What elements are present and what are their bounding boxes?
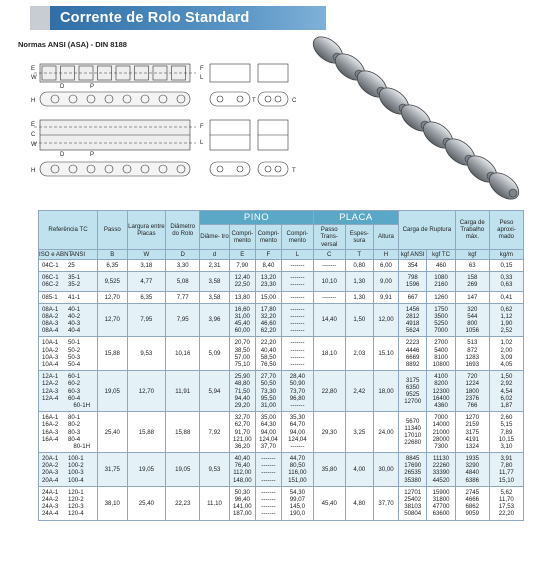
header-c-sym: C (313, 249, 345, 259)
cell-passo: 12,70 (98, 303, 128, 337)
cell-altura: 12,00 (373, 303, 398, 337)
cell-carga-trabalho: 320 544 800 1056 (455, 303, 489, 337)
cell-altura: 30,00 (373, 453, 398, 487)
cell-reference: 08A-1 40-1 08A-2 40-2 08A-3 40-3 08A-4 40-4 (39, 303, 98, 337)
dim-label: F (200, 124, 204, 130)
header-carga: Carga de Ruptura (398, 211, 455, 250)
cell-diametro-pino: 3,58 (200, 272, 230, 291)
cell-espessura: 1,50 (345, 303, 373, 337)
cell-carga-tc: 2700 5400 8100 10800 (427, 337, 455, 371)
cell-peso: 0,41 (489, 291, 523, 303)
header-diam-pino: Diâme- tro (200, 225, 230, 250)
header-largura-sym: W (127, 249, 166, 259)
cell-comprimento-e: 40,40 76,40 112,00 148,00 (229, 453, 255, 487)
header-t-sym: T (345, 249, 373, 259)
chain-spec-body (39, 259, 524, 520)
cell-carga-tc: 460 (427, 259, 455, 271)
chain-pin (509, 189, 517, 197)
header-f-sym: F (255, 249, 281, 259)
cell-espessura: 3,25 (345, 412, 373, 453)
header-carga-trabalho: Carga de Trabalho máx. (455, 211, 489, 250)
cell-diametro-pino: 5,09 (200, 337, 230, 371)
cell-diametro-rolo: 11,91 (166, 371, 200, 412)
header-placa: PLACA (313, 211, 398, 225)
cell-diametro-pino: 3,96 (200, 303, 230, 337)
chain-spec-table-wrap (38, 210, 524, 521)
header-comp-e: Compri- mento (229, 225, 255, 250)
header-diametro-rolo: Diâmetro do Rolo (166, 211, 200, 250)
header-h-sym: H (373, 249, 398, 259)
cell-largura: 7,95 (127, 303, 166, 337)
header-espessura: Espes- sura (345, 225, 373, 250)
cell-comprimento-l: 28,40 50,90 73,70 96,80 ------- (281, 371, 313, 412)
cell-reference: 20A-1 100-1 20A-2 100-2 20A-3 100-3 20A-4 100-4 (39, 453, 98, 487)
cell-passo: 6,35 (98, 259, 128, 271)
table-row (39, 371, 524, 412)
cell-reference: 24A-1 120-1 24A-2 120-2 24A-3 120-3 24A-4 120-4 (39, 486, 98, 520)
cell-passo: 25,40 (98, 412, 128, 453)
cell-largura: 9,53 (127, 337, 166, 371)
header-e-sym: E (229, 249, 255, 259)
cell-diametro-pino: 5,94 (200, 371, 230, 412)
cell-diametro-rolo: 15,88 (166, 412, 200, 453)
cell-diametro-pino: 9,53 (200, 453, 230, 487)
cell-carga-ansi: 354 (398, 259, 426, 271)
table-row (39, 259, 524, 271)
dim-label: C (31, 132, 36, 138)
cell-peso: 1,02 2,00 3,09 4,05 (489, 337, 523, 371)
header-kgm: kg/m (489, 249, 523, 259)
cell-carga-ansi: 798 1596 (398, 272, 426, 291)
cell-espessura: 2,03 (345, 337, 373, 371)
cell-diametro-rolo: 3,30 (166, 259, 200, 271)
cell-carga-tc: 4100 8200 12300 16400 4360 (427, 371, 455, 412)
page-title: Corrente de Rolo Standard (60, 10, 250, 26)
header-passo-trans: Passo Trans- versal (313, 225, 345, 250)
cell-comprimento-e: 7,90 (229, 259, 255, 271)
cell-diametro-rolo: 7,77 (166, 291, 200, 303)
cell-largura: 25,40 (127, 486, 166, 520)
cell-carga-ansi: 667 (398, 291, 426, 303)
dim-label: E (31, 66, 36, 72)
dim-label: F (200, 66, 204, 72)
cell-carga-tc: 1750 3500 5250 7000 (427, 303, 455, 337)
cell-largura: 15,88 (127, 412, 166, 453)
cell-comprimento-l: ------- ------- ------- ------- (281, 337, 313, 371)
cell-peso: 1,50 2,92 4,54 6,02 1,87 (489, 371, 523, 412)
cell-reference: 16A-1 80-1 16A-2 80-2 16A-3 80-3 16A-4 80-4 80-1H (39, 412, 98, 453)
cell-peso: 2,60 5,15 7,89 10,15 3,10 (489, 412, 523, 453)
cell-peso: 5,62 11,70 17,53 22,20 (489, 486, 523, 520)
header-kgf-tc: kgf TC (427, 249, 455, 259)
cell-espessura: 4,80 (345, 486, 373, 520)
dim-label: W (31, 142, 37, 148)
table-row (39, 337, 524, 371)
cell-diametro-rolo: 5,08 (166, 272, 200, 291)
cell-peso: 0,62 1,12 1,90 2,52 (489, 303, 523, 337)
cell-passo-transversal: ------- (313, 291, 345, 303)
cell-passo-transversal: 10,10 (313, 272, 345, 291)
cell-comprimento-l: ------- (281, 259, 313, 271)
cell-comprimento-f: 13,20 23,30 (255, 272, 281, 291)
cell-diametro-pino: 11,10 (200, 486, 230, 520)
cell-carga-ansi: 2223 4446 6669 8892 (398, 337, 426, 371)
cell-espessura: 0,80 (345, 259, 373, 271)
cell-carga-ansi: 1456 2812 4918 5624 (398, 303, 426, 337)
cell-reference: 085-1 41-1 (39, 291, 98, 303)
header-ref: Referência TC (39, 211, 98, 250)
cell-comprimento-f: ------- ------- ------- ------- (255, 486, 281, 520)
cell-passo-transversal: ------- (313, 259, 345, 271)
cell-comprimento-e: 50,30 96,40 141,00 187,00 (229, 486, 255, 520)
header-diametro-sym: D (166, 249, 200, 259)
cell-passo-transversal: 14,40 (313, 303, 345, 337)
header-ref-sub: ISO e ABNT ANSI (39, 249, 98, 259)
cell-largura: 6,35 (127, 291, 166, 303)
cell-altura: 6,00 (373, 259, 398, 271)
cell-comprimento-l: ------- ------- (281, 272, 313, 291)
cell-comprimento-l: 35,30 64,70 94,00 124,04 ------- (281, 412, 313, 453)
title-banner (30, 6, 326, 30)
header-d-sym: d (200, 249, 230, 259)
cell-comprimento-f: 17,80 32,20 46,60 62,20 (255, 303, 281, 337)
cell-carga-trabalho: 63 (455, 259, 489, 271)
cell-largura: 19,05 (127, 453, 166, 487)
dim-label: E (31, 122, 36, 128)
cell-carga-trabalho: 2745 4666 6862 9059 (455, 486, 489, 520)
cell-passo: 15,88 (98, 337, 128, 371)
cell-diametro-pino: 3,58 (200, 291, 230, 303)
cell-carga-trabalho: 720 1224 1800 2376 766 (455, 371, 489, 412)
cell-altura: 18,00 (373, 371, 398, 412)
cell-reference: 12A-1 60-1 12A-2 60-2 12A-3 60-3 12A-4 60-4 60-1H (39, 371, 98, 412)
cell-comprimento-f: ------- ------- ------- ------- (255, 453, 281, 487)
dim-label: T (292, 168, 296, 174)
chain-technical-drawings (30, 56, 300, 202)
cell-passo: 19,05 (98, 371, 128, 412)
header-largura: Largura entre Placas (127, 211, 166, 250)
header-comp-f: Compri- mento (255, 225, 281, 250)
header-passo: Passo (98, 211, 128, 250)
cell-carga-ansi: 12701 25402 38103 50804 (398, 486, 426, 520)
dim-label: W (31, 75, 37, 81)
cell-espessura: 1,30 (345, 272, 373, 291)
cell-comprimento-e: 25,90 48,80 71,50 94,40 29,20 (229, 371, 255, 412)
cell-comprimento-e: 32,70 62,70 91,70 121,00 36,20 (229, 412, 255, 453)
cell-reference: 10A-1 50-1 10A-2 50-2 10A-3 50-3 10A-4 50-4 (39, 337, 98, 371)
cell-passo: 9,525 (98, 272, 128, 291)
simplex-top-view (34, 64, 288, 82)
dim-label: D (60, 152, 65, 158)
header-comp-l: Compri- mento (281, 225, 313, 250)
header-passo-sym: B (98, 249, 128, 259)
cell-largura: 4,77 (127, 272, 166, 291)
cell-altura: 37,70 (373, 486, 398, 520)
duplex-side-view (40, 162, 288, 176)
cell-comprimento-f: 15,00 (255, 291, 281, 303)
cell-passo-transversal: 45,40 (313, 486, 345, 520)
cell-comprimento-e: 12,40 22,50 (229, 272, 255, 291)
cell-reference: 04C-1 25 (39, 259, 98, 271)
cell-comprimento-e: 20,70 38,50 57,00 75,10 (229, 337, 255, 371)
cell-espessura: 4,00 (345, 453, 373, 487)
cell-passo: 31,75 (98, 453, 128, 487)
cell-carga-tc: 7000 14000 21000 28000 7300 (427, 412, 455, 453)
header-peso: Peso aproxi- mado (489, 211, 523, 250)
dim-label: D (60, 84, 65, 90)
dim-label: T (252, 98, 256, 104)
cell-espessura: 1,30 (345, 291, 373, 303)
cell-carga-ansi: 8845 17690 26535 35380 (398, 453, 426, 487)
cell-carga-trabalho: 513 872 1283 1693 (455, 337, 489, 371)
cell-carga-trabalho: 147 (455, 291, 489, 303)
cell-carga-tc: 1080 2160 (427, 272, 455, 291)
cell-carga-ansi: 3175 6350 9525 12700 (398, 371, 426, 412)
cell-passo-transversal: 18,10 (313, 337, 345, 371)
cell-diametro-pino: 7,92 (200, 412, 230, 453)
cell-comprimento-f: 8,40 (255, 259, 281, 271)
cell-espessura: 2,42 (345, 371, 373, 412)
cell-carga-tc: 11130 22260 33390 44520 (427, 453, 455, 487)
header-altura: Altura (373, 225, 398, 250)
dim-label: L (200, 140, 204, 146)
header-kgf-ansi: kgf ANSI (398, 249, 426, 259)
table-row (39, 453, 524, 487)
cell-passo: 38,10 (98, 486, 128, 520)
table-row (39, 291, 524, 303)
cell-comprimento-l: ------- (281, 291, 313, 303)
table-row (39, 412, 524, 453)
dim-label: H (31, 98, 36, 104)
cell-carga-ansi: 5670 11340 17010 22680 (398, 412, 426, 453)
cell-diametro-rolo: 22,23 (166, 486, 200, 520)
cell-carga-trabalho: 1270 2159 3175 4191 1324 (455, 412, 489, 453)
cell-peso: 3,91 7,80 11,77 15,10 (489, 453, 523, 487)
table-row (39, 272, 524, 291)
cell-largura: 3,18 (127, 259, 166, 271)
cell-passo-transversal: 22,80 (313, 371, 345, 412)
header-l-sym: L (281, 249, 313, 259)
cell-passo: 12,70 (98, 291, 128, 303)
cell-comprimento-l: 44,70 80,50 116,00 151,00 (281, 453, 313, 487)
duplex-top-view (34, 120, 288, 150)
table-row (39, 486, 524, 520)
dim-label: P (90, 84, 95, 90)
cell-peso: 0,33 0,63 (489, 272, 523, 291)
cell-largura: 12,70 (127, 371, 166, 412)
cell-passo-transversal: 35,80 (313, 453, 345, 487)
cell-diametro-rolo: 7,95 (166, 303, 200, 337)
chain-photo (308, 36, 526, 206)
chain-spec-table (38, 210, 524, 521)
cell-altura: 15,10 (373, 337, 398, 371)
cell-carga-tc: 1260 (427, 291, 455, 303)
cell-comprimento-f: 35,00 64,30 94,00 124,04 37,70 (255, 412, 281, 453)
cell-diametro-rolo: 19,05 (166, 453, 200, 487)
cell-comprimento-l: ------- ------- ------- ------- (281, 303, 313, 337)
cell-carga-trabalho: 1935 3290 4840 6386 (455, 453, 489, 487)
dim-label: C (292, 98, 297, 104)
cell-comprimento-e: 13,80 (229, 291, 255, 303)
cell-comprimento-l: 54,30 99,07 145,0 190,0 (281, 486, 313, 520)
cell-passo-transversal: 29,30 (313, 412, 345, 453)
simplex-side-view (40, 92, 288, 106)
cell-carga-tc: 15900 31800 47700 63600 (427, 486, 455, 520)
cell-comprimento-e: 16,60 31,00 45,40 60,00 (229, 303, 255, 337)
cell-carga-trabalho: 158 269 (455, 272, 489, 291)
dim-label: H (31, 168, 36, 174)
cell-reference: 06C-1 35-1 06C-2 35-2 (39, 272, 98, 291)
norms-subtitle: Normas ANSI (ASA) - DIN 8188 (18, 40, 127, 49)
cell-altura: 9,00 (373, 272, 398, 291)
cell-peso: 0,15 (489, 259, 523, 271)
table-row (39, 303, 524, 337)
cell-diametro-rolo: 10,16 (166, 337, 200, 371)
header-kgf: kgf (455, 249, 489, 259)
dim-label: P (90, 152, 95, 158)
dim-label: L (200, 75, 204, 81)
header-pino: PINO (200, 211, 314, 225)
cell-altura: 9,91 (373, 291, 398, 303)
cell-diametro-pino: 2,31 (200, 259, 230, 271)
cell-comprimento-f: 22,20 40,40 58,50 76,50 (255, 337, 281, 371)
cell-altura: 24,00 (373, 412, 398, 453)
cell-comprimento-f: 27,70 50,50 73,30 95,50 31,00 (255, 371, 281, 412)
